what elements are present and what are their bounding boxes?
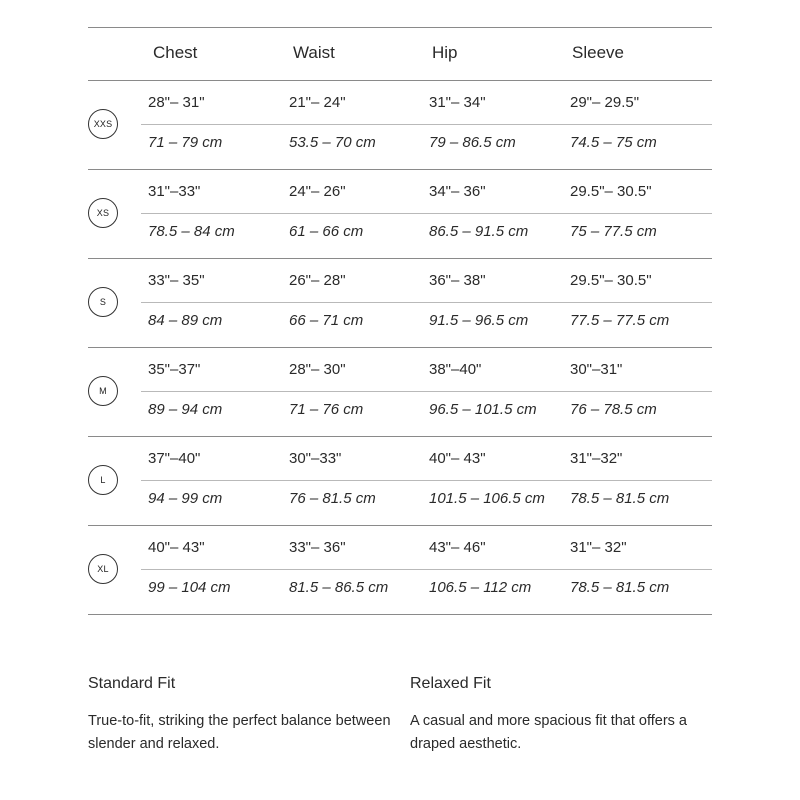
waist-cm-value: 76 – 81.5 cm [289,490,376,507]
chest-inches-value: 37"–40" [148,450,201,467]
hip-cm-value: 91.5 – 96.5 cm [429,312,529,329]
row-divider [141,124,712,125]
sleeve-cm-value: 78.5 – 81.5 cm [570,490,670,507]
sleeve-inches-value: 29"– 29.5" [570,94,640,111]
waist-cm-value: 61 – 66 cm [289,223,364,240]
hip-cm-value: 96.5 – 101.5 cm [429,401,537,418]
waist-cm-value: 71 – 76 cm [289,401,364,418]
waist-cm-value: 66 – 71 cm [289,312,364,329]
chest-inches-value: 35"–37" [148,361,201,378]
hip-cm-value: 79 – 86.5 cm [429,134,516,151]
size-badge: L [88,465,118,495]
row-divider [141,391,712,392]
sleeve-inches-value: 29.5"– 30.5" [570,183,652,200]
standard-fit-description: True-to-fit, striking the perfect balance between slender and relaxed. [88,713,391,752]
sleeve-inches-value: 31"– 32" [570,539,627,556]
size-badge: S [88,287,118,317]
row-divider [141,569,712,570]
row-divider [141,302,712,303]
column-header-sleeve: Sleeve [572,43,624,62]
size-row-xs [88,170,712,259]
size-row-xl [88,526,712,615]
hip-cm-value: 86.5 – 91.5 cm [429,223,529,240]
waist-cm-value: 53.5 – 70 cm [289,134,376,151]
chest-cm-value: 84 – 89 cm [148,312,223,329]
sleeve-inches-value: 30"–31" [570,361,623,378]
chest-inches-value: 40"– 43" [148,539,205,556]
column-header-waist: Waist [293,43,335,62]
standard-fit-title: Standard Fit [88,675,176,692]
waist-inches-value: 33"– 36" [289,539,346,556]
hip-inches-value: 40"– 43" [429,450,486,467]
size-row-m [88,348,712,437]
chest-cm-value: 89 – 94 cm [148,401,223,418]
chest-cm-value: 94 – 99 cm [148,490,223,507]
chest-cm-value: 71 – 79 cm [148,134,223,151]
hip-inches-value: 36"– 38" [429,272,486,289]
chest-inches-value: 31"–33" [148,183,201,200]
sleeve-cm-value: 77.5 – 77.5 cm [570,312,670,329]
waist-cm-value: 81.5 – 86.5 cm [289,579,389,596]
sleeve-cm-value: 74.5 – 75 cm [570,134,657,151]
size-badge: XL [88,554,118,584]
relaxed-fit-title: Relaxed Fit [410,675,491,692]
sleeve-cm-value: 78.5 – 81.5 cm [570,579,670,596]
sleeve-cm-value: 75 – 77.5 cm [570,223,657,240]
waist-inches-value: 21"– 24" [289,94,346,111]
sleeve-inches-value: 31"–32" [570,450,623,467]
size-badge: XXS [88,109,118,139]
table-header [88,28,712,81]
size-row-l [88,437,712,526]
size-badge: M [88,376,118,406]
hip-inches-value: 31"– 34" [429,94,486,111]
relaxed-fit-description: A casual and more spacious fit that offers a draped aesthetic. [410,713,688,752]
chest-cm-value: 99 – 104 cm [148,579,231,596]
hip-cm-value: 106.5 – 112 cm [429,579,532,596]
chest-cm-value: 78.5 – 84 cm [148,223,235,240]
row-divider [141,213,712,214]
waist-inches-value: 30"–33" [289,450,342,467]
hip-inches-value: 38"–40" [429,361,482,378]
standard-fit-section [88,674,398,756]
row-divider [141,480,712,481]
waist-inches-value: 28"– 30" [289,361,346,378]
chest-inches-value: 33"– 35" [148,272,205,289]
chest-inches-value: 28"– 31" [148,94,205,111]
column-header-hip: Hip [432,43,458,62]
hip-inches-value: 43"– 46" [429,539,486,556]
waist-inches-value: 24"– 26" [289,183,346,200]
table-body [88,81,712,615]
sleeve-inches-value: 29.5"– 30.5" [570,272,652,289]
hip-cm-value: 101.5 – 106.5 cm [429,490,545,507]
relaxed-fit-section [410,674,720,756]
size-row-s [88,259,712,348]
sleeve-cm-value: 76 – 78.5 cm [570,401,657,418]
size-badge: XS [88,198,118,228]
size-chart-table [88,27,712,615]
column-header-chest: Chest [153,43,198,62]
waist-inches-value: 26"– 28" [289,272,346,289]
hip-inches-value: 34"– 36" [429,183,486,200]
size-row-xxs [88,81,712,170]
